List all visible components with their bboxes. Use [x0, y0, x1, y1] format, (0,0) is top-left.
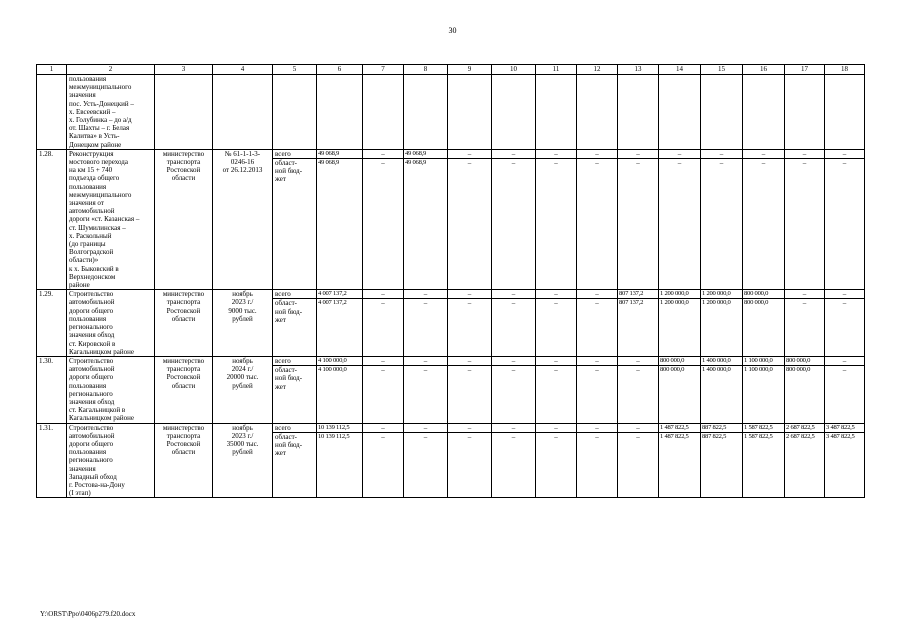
year-amount-cell-budget: 807 137,2 [618, 298, 658, 307]
year-amount-cell-budget: – [404, 298, 447, 307]
empty-cell [785, 75, 825, 150]
year-amount-cell-budget: – [825, 298, 864, 307]
year-amount-cell [825, 290, 865, 357]
column-header-17: 17 [785, 65, 825, 75]
column-header-4: 4 [213, 65, 273, 75]
year-amount-cell-budget: – [448, 432, 491, 441]
year-amount-cell-budget: – [448, 365, 491, 374]
year-amount-cell [785, 149, 825, 289]
year-amount-cell-budget: 1 587 822,5 [743, 432, 784, 441]
year-amount-cell-budget: – [659, 158, 700, 167]
year-amount-cell-budget: – [404, 365, 447, 374]
year-amount-cell-total: – [761, 149, 766, 158]
year-amount-cell [659, 149, 701, 289]
year-amount-cell-budget: – [785, 298, 824, 307]
year-amount-cell-total: 3 487 822,5 [826, 423, 855, 431]
year-amount-cell-total: – [554, 356, 558, 365]
year-amount-cell [701, 149, 743, 289]
year-amount-cell-total: – [467, 290, 472, 299]
year-amount-cell-budget: 3 487 822,5 [825, 432, 864, 441]
empty-cell [363, 75, 404, 150]
year-amount-cell-total: – [554, 149, 558, 158]
year-amount-cell [659, 423, 701, 498]
year-amount-cell-total: – [595, 356, 599, 365]
year-amount-cell-total: – [842, 356, 847, 365]
year-amount-cell-budget: – [577, 158, 617, 167]
year-amount-cell [536, 356, 577, 423]
year-amount-cell-total: 49 068,9 [405, 149, 427, 157]
year-amount-cell [448, 356, 492, 423]
year-amount-cell-budget: – [577, 432, 617, 441]
year-amount-cell [536, 423, 577, 498]
year-amount-cell-total: – [636, 149, 640, 158]
agency-cell: министерство транспорта Ростовской области [155, 149, 213, 289]
year-amount-cell-budget: – [492, 158, 535, 167]
year-amount-cell-total: 1 587 822,5 [744, 423, 773, 431]
funding-source-budget: област- ной бюд- жет [273, 298, 316, 324]
year-amount-cell [404, 290, 448, 357]
year-amount-cell [743, 290, 785, 357]
document-file-path: Y:\ORST\Ppo\0406p279.f20.docx [40, 610, 136, 618]
year-amount-cell [785, 356, 825, 423]
funding-source-cell [273, 423, 317, 498]
year-amount-cell [363, 149, 404, 289]
empty-cell [317, 75, 363, 150]
total-amount-cell-budget: 4 100 000,0 [317, 365, 362, 374]
year-amount-cell [659, 356, 701, 423]
total-amount-cell-total: 49 068,9 [318, 149, 340, 157]
total-amount-cell-budget: 49 068,9 [317, 158, 362, 167]
year-amount-cell-budget: – [492, 298, 535, 307]
year-amount-cell-budget: – [404, 432, 447, 441]
year-amount-cell-total: – [511, 356, 516, 365]
year-amount-cell [363, 290, 404, 357]
funding-source-total: всего [275, 423, 291, 432]
column-header-12: 12 [577, 65, 618, 75]
year-amount-cell-budget: – [363, 158, 403, 167]
project-name-cell: Строительство автомобильной дороги общего пользования регионального значения Западный обход г. Ростова-на-Дону (I этап) [67, 423, 155, 498]
year-amount-cell-budget: – [536, 365, 576, 374]
year-amount-cell-budget: 800 000,0 [743, 298, 784, 307]
year-amount-cell-total: – [381, 423, 385, 432]
year-amount-cell [404, 356, 448, 423]
year-amount-cell-budget: 49 068,9 [404, 158, 447, 167]
project-name-cell: пользования межмуниципального значения пос. Усть-Донецкий – х. Евсеевский – х. Голубинка – до а/д от. Шахты – г. Белая Калитва» в Усть- Донецком районе [67, 75, 155, 150]
funding-source-cell [273, 149, 317, 289]
year-amount-cell-total: 887 822,5 [702, 423, 727, 431]
year-amount-cell-budget: – [363, 432, 403, 441]
year-amount-cell-total: – [802, 149, 807, 158]
year-amount-cell [825, 423, 865, 498]
row-number-cell: 1.30. [37, 356, 67, 423]
column-header-9: 9 [448, 65, 492, 75]
year-amount-cell [536, 290, 577, 357]
year-amount-cell-total: – [595, 423, 599, 432]
agency-cell: министерство транспорта Ростовской области [155, 356, 213, 423]
year-amount-cell [404, 149, 448, 289]
column-header-11: 11 [536, 65, 577, 75]
year-amount-cell [363, 356, 404, 423]
year-amount-cell-budget: 1 487 822,5 [659, 432, 700, 441]
document-cell: ноябрь 2023 г./ 35000 тыс. рублей [213, 423, 273, 498]
year-amount-cell [743, 423, 785, 498]
page-number: 30 [448, 26, 457, 35]
year-amount-cell [743, 356, 785, 423]
year-amount-cell [701, 290, 743, 357]
year-amount-cell-budget: – [363, 298, 403, 307]
empty-cell [213, 75, 273, 150]
year-amount-cell-total: – [381, 149, 385, 158]
funding-source-budget: област- ной бюд- жет [273, 365, 316, 391]
empty-cell [577, 75, 618, 150]
column-header-15: 15 [701, 65, 743, 75]
year-amount-cell-total: 1 400 000,0 [702, 356, 731, 364]
year-amount-cell-budget: – [618, 365, 658, 374]
year-amount-cell-budget: – [825, 365, 864, 374]
year-amount-cell-total: – [511, 149, 516, 158]
empty-cell [155, 75, 213, 150]
total-amount-cell-budget: 4 007 137,2 [317, 298, 362, 307]
year-amount-cell [492, 423, 536, 498]
year-amount-cell-total: – [636, 356, 640, 365]
year-amount-cell [701, 356, 743, 423]
year-amount-cell [404, 423, 448, 498]
year-amount-cell-budget: 1 200 000,0 [659, 298, 700, 307]
document-cell: ноябрь 2024 г./ 20000 тыс. рублей [213, 356, 273, 423]
column-header-14: 14 [659, 65, 701, 75]
column-header-2: 2 [67, 65, 155, 75]
year-amount-cell [618, 356, 659, 423]
column-header-1: 1 [37, 65, 67, 75]
year-amount-cell-budget: – [825, 158, 864, 167]
year-amount-cell [825, 149, 865, 289]
year-amount-cell-budget: – [618, 432, 658, 441]
total-amount-cell [317, 149, 363, 289]
year-amount-cell-total: – [467, 149, 472, 158]
year-amount-cell [492, 356, 536, 423]
table-row [37, 356, 865, 423]
column-header-5: 5 [273, 65, 317, 75]
year-amount-cell [743, 149, 785, 289]
year-amount-cell [363, 423, 404, 498]
program-table [36, 64, 865, 498]
year-amount-cell [448, 149, 492, 289]
year-amount-cell-total: – [802, 290, 807, 299]
funding-source-cell [273, 356, 317, 423]
table-row [37, 290, 865, 357]
year-amount-cell [618, 149, 659, 289]
column-header-7: 7 [363, 65, 404, 75]
total-amount-cell-total: 10 139 112,5 [318, 423, 350, 431]
project-name-cell: Реконструкция мостового перехода на км 15 + 740 подъезда общего пользования межмуниципального значения от автомобильной дороги «ст. Казанская – ст. Шумилинская – х. Раскольный (до границы Волгоградской области)» к х. Быковский в Верхнедонском районе [67, 149, 155, 289]
funding-source-total: всего [275, 290, 291, 299]
year-amount-cell-budget: – [536, 158, 576, 167]
table-row [37, 423, 865, 498]
empty-cell [404, 75, 448, 150]
year-amount-cell-budget: – [492, 432, 535, 441]
total-amount-cell-total: 4 100 000,0 [318, 356, 347, 364]
year-amount-cell-total: 800 000,0 [786, 356, 811, 364]
year-amount-cell-total: – [467, 423, 472, 432]
column-header-18: 18 [825, 65, 865, 75]
column-header-10: 10 [492, 65, 536, 75]
column-header-16: 16 [743, 65, 785, 75]
year-amount-cell-total: – [595, 290, 599, 299]
year-amount-cell [577, 423, 618, 498]
year-amount-cell-total: 800 000,0 [744, 290, 769, 298]
year-amount-cell-budget: – [743, 158, 784, 167]
year-amount-cell-total: – [554, 423, 558, 432]
year-amount-cell-total: 1 100 000,0 [744, 356, 773, 364]
column-number-row [37, 65, 865, 75]
total-amount-cell [317, 290, 363, 357]
year-amount-cell-total: 800 000,0 [660, 356, 685, 364]
year-amount-cell-budget: 1 100 000,0 [743, 365, 784, 374]
year-amount-cell-total: – [595, 149, 599, 158]
year-amount-cell [785, 290, 825, 357]
year-amount-cell-budget: – [536, 432, 576, 441]
year-amount-cell-total: 1 200 000,0 [660, 290, 689, 298]
funding-source-budget: област- ной бюд- жет [273, 158, 316, 184]
year-amount-cell-total: – [467, 356, 472, 365]
year-amount-cell [577, 356, 618, 423]
year-amount-cell-budget: 800 000,0 [659, 365, 700, 374]
year-amount-cell-budget: 1 400 000,0 [701, 365, 742, 374]
project-name-cell: Строительство автомобильной дороги общего пользования регионального значения обход ст. Кировской в Кагальницком районе [67, 290, 155, 357]
total-amount-cell [317, 356, 363, 423]
year-amount-cell-budget: – [448, 298, 491, 307]
year-amount-cell [577, 290, 618, 357]
year-amount-cell [618, 290, 659, 357]
year-amount-cell [785, 423, 825, 498]
project-name-cell: Строительство автомобильной дороги общего пользования регионального значения обход ст. Кагальницкой в Кагальницком районе [67, 356, 155, 423]
funding-source-total: всего [275, 149, 291, 158]
column-header-6: 6 [317, 65, 363, 75]
year-amount-cell-total: – [842, 149, 847, 158]
year-amount-cell [492, 290, 536, 357]
year-amount-cell-budget: – [363, 365, 403, 374]
column-header-3: 3 [155, 65, 213, 75]
year-amount-cell-total: – [423, 356, 428, 365]
empty-cell [273, 75, 317, 150]
year-amount-cell [492, 149, 536, 289]
continuation-row [37, 75, 865, 150]
year-amount-cell-budget: – [492, 365, 535, 374]
total-amount-cell-budget: 10 139 112,5 [317, 432, 362, 441]
year-amount-cell-total: 1 200 000,0 [702, 290, 731, 298]
year-amount-cell-total: 2 687 822,5 [786, 423, 815, 431]
empty-cell [618, 75, 659, 150]
funding-source-budget: област- ной бюд- жет [273, 432, 316, 458]
year-amount-cell-total: – [842, 290, 847, 299]
year-amount-cell [701, 423, 743, 498]
year-amount-cell [577, 149, 618, 289]
document-cell: № 61-1-1-3- 0246-16 от 26.12.2013 [213, 149, 273, 289]
empty-cell [492, 75, 536, 150]
year-amount-cell-budget: – [448, 158, 491, 167]
year-amount-cell-total: – [511, 290, 516, 299]
document-cell: ноябрь 2023 г./ 9000 тыс. рублей [213, 290, 273, 357]
year-amount-cell [825, 356, 865, 423]
row-number-cell [37, 75, 67, 150]
year-amount-cell [448, 423, 492, 498]
year-amount-cell-total: – [677, 149, 682, 158]
year-amount-cell-total: – [554, 290, 558, 299]
year-amount-cell-total: – [381, 290, 385, 299]
year-amount-cell-budget: 1 200 000,0 [701, 298, 742, 307]
year-amount-cell-total: – [636, 423, 640, 432]
year-amount-cell [448, 290, 492, 357]
year-amount-cell-total: 807 137,2 [619, 290, 644, 298]
empty-cell [701, 75, 743, 150]
row-number-cell: 1.31. [37, 423, 67, 498]
empty-cell [743, 75, 785, 150]
year-amount-cell [659, 290, 701, 357]
year-amount-cell-budget: 887 822,5 [701, 432, 742, 441]
agency-cell: министерство транспорта Ростовской области [155, 290, 213, 357]
year-amount-cell [618, 423, 659, 498]
year-amount-cell-budget: 800 000,0 [785, 365, 824, 374]
column-header-13: 13 [618, 65, 659, 75]
total-amount-cell-total: 4 007 137,2 [318, 290, 347, 298]
table-row [37, 149, 865, 289]
year-amount-cell-budget: – [577, 298, 617, 307]
year-amount-cell-total: – [423, 423, 428, 432]
year-amount-cell-budget: – [577, 365, 617, 374]
empty-cell [825, 75, 865, 150]
table-body [37, 75, 865, 498]
year-amount-cell-total: – [719, 149, 724, 158]
year-amount-cell-total: 1 487 822,5 [660, 423, 689, 431]
year-amount-cell-budget: – [701, 158, 742, 167]
row-number-cell: 1.28. [37, 149, 67, 289]
empty-cell [659, 75, 701, 150]
year-amount-cell-budget: – [785, 158, 824, 167]
year-amount-cell-budget: – [618, 158, 658, 167]
column-header-8: 8 [404, 65, 448, 75]
total-amount-cell [317, 423, 363, 498]
year-amount-cell-total: – [423, 290, 428, 299]
funding-source-total: всего [275, 356, 291, 365]
row-number-cell: 1.29. [37, 290, 67, 357]
empty-cell [536, 75, 577, 150]
funding-source-cell [273, 290, 317, 357]
year-amount-cell-budget: – [536, 298, 576, 307]
agency-cell: министерство транспорта Ростовской области [155, 423, 213, 498]
year-amount-cell [536, 149, 577, 289]
year-amount-cell-total: – [511, 423, 516, 432]
year-amount-cell-total: – [381, 356, 385, 365]
empty-cell [448, 75, 492, 150]
year-amount-cell-budget: 2 687 822,5 [785, 432, 824, 441]
